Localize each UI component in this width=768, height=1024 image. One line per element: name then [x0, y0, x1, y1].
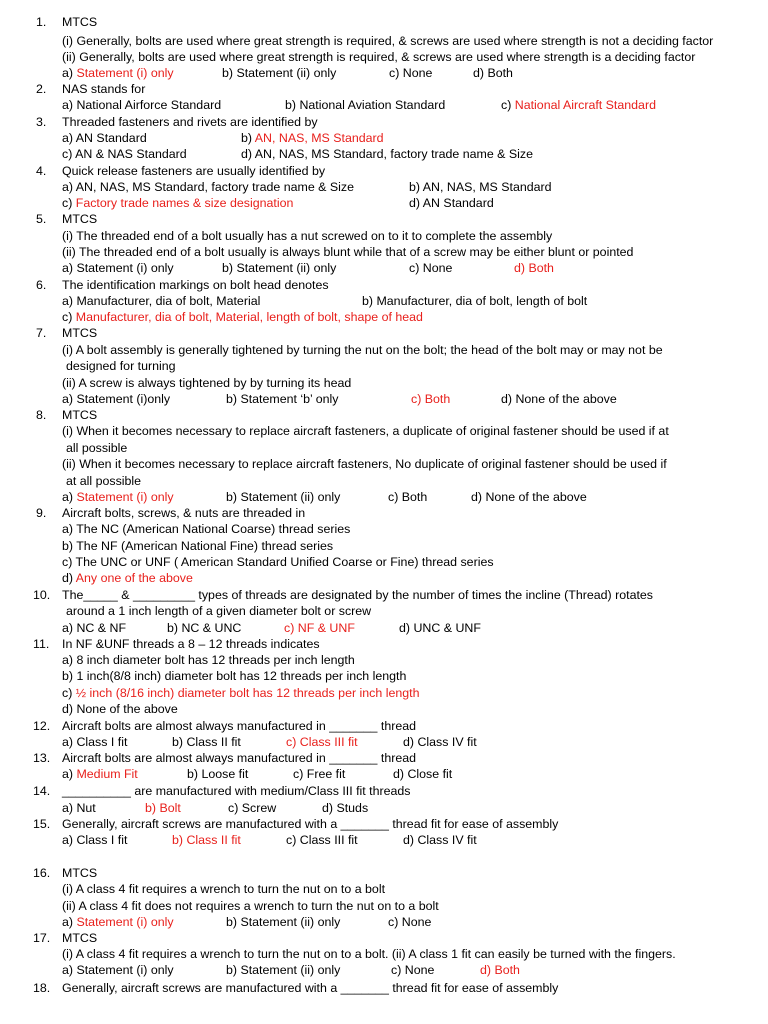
line-text: 6.: [36, 278, 47, 292]
line-text: 13.: [33, 751, 51, 765]
line-text: around a 1 inch length of a given diameter bolt or screw: [66, 604, 372, 618]
text-line: [62, 81, 145, 97]
text-line: [473, 65, 513, 81]
text-line: [388, 489, 427, 505]
line-text: (ii) A screw is always tightened by by turning its head: [62, 376, 352, 390]
text-line: [62, 881, 385, 897]
line-text: 14.: [33, 784, 51, 798]
line-text: a) NC & NF: [62, 621, 127, 635]
text-line: [411, 391, 450, 407]
answer-text: AN, NAS, MS Standard: [254, 131, 384, 145]
line-text: (ii) The threaded end of a bolt usually is always blunt while that of a screw may be either blunt or pointed: [62, 245, 634, 259]
line-text: a) Manufacturer, dia of bolt, Material: [62, 294, 261, 308]
line-text: 2.: [36, 82, 47, 96]
text-line: [36, 407, 46, 423]
line-text: d) Close fit: [393, 767, 453, 781]
answer-text: Statement (i) only: [76, 490, 174, 504]
line-text: c) The UNC or UNF ( American Standard Unified Coarse or Fine) thread series: [62, 555, 494, 569]
text-line: [62, 407, 97, 423]
text-line: [286, 832, 358, 848]
line-text: Aircraft bolts are almost always manufactured in _______ thread: [62, 751, 417, 765]
text-line: [391, 962, 434, 978]
line-text: 18.: [33, 981, 51, 995]
text-line: [66, 358, 176, 374]
text-line: [62, 375, 351, 391]
text-line: [33, 980, 50, 996]
line-text: 12.: [33, 719, 51, 733]
text-line: [62, 914, 174, 930]
text-line: [62, 293, 260, 309]
text-line: [501, 97, 656, 113]
answer-text: Statement (i) only: [76, 66, 174, 80]
text-line: [167, 620, 241, 636]
text-line: [393, 766, 452, 782]
line-text: a) AN Standard: [62, 131, 147, 145]
line-text: b) Statement (ii) only: [226, 963, 341, 977]
line-text: b) Statement (ii) only: [226, 490, 341, 504]
text-line: [62, 636, 320, 652]
text-line: [241, 146, 533, 162]
line-text: c) None: [409, 261, 453, 275]
line-text: c): [62, 686, 76, 700]
text-line: [293, 766, 345, 782]
text-line: [226, 391, 339, 407]
line-text: b) Class II fit: [172, 735, 241, 749]
line-text: (ii) When it becomes necessary to replace aircraft fasteners, No duplicate of original fastener should be used if: [62, 457, 667, 471]
line-text: b) Manufacturer, dia of bolt, length of bolt: [362, 294, 588, 308]
text-line: [62, 505, 305, 521]
text-line: [33, 783, 50, 799]
text-line: [403, 832, 477, 848]
text-line: [241, 130, 384, 146]
text-line: [62, 734, 127, 750]
text-line: [62, 114, 318, 130]
text-line: [228, 800, 276, 816]
answer-text: Medium Fit: [76, 767, 138, 781]
answer-text: Any one of the above: [75, 571, 193, 585]
line-text: d) Class IV fit: [403, 833, 477, 847]
line-text: c): [62, 196, 76, 210]
line-text: a) AN, NAS, MS Standard, factory trade name & Size: [62, 180, 354, 194]
text-line: [514, 260, 554, 276]
text-line: [62, 211, 97, 227]
line-text: 8.: [36, 408, 47, 422]
text-line: [62, 521, 350, 537]
text-line: [285, 97, 445, 113]
line-text: b) Statement (ii) only: [222, 66, 337, 80]
text-line: [62, 391, 170, 407]
line-text: a) Statement (i) only: [62, 963, 174, 977]
line-text: 9.: [36, 506, 47, 520]
line-text: 16.: [33, 866, 51, 880]
text-line: [62, 489, 174, 505]
text-line: [388, 914, 431, 930]
line-text: 1.: [36, 15, 47, 29]
line-text: d) None of the above: [62, 702, 178, 716]
line-text: d) Class IV fit: [403, 735, 477, 749]
answer-text: d) Both: [514, 261, 554, 275]
text-line: [62, 570, 193, 586]
text-line: [62, 228, 552, 244]
text-line: [409, 260, 452, 276]
text-line: [62, 179, 354, 195]
text-line: [62, 980, 558, 996]
line-text: d) None of the above: [471, 490, 587, 504]
text-line: [36, 81, 46, 97]
line-text: a) Statement (i) only: [62, 261, 174, 275]
line-text: a) Class I fit: [62, 833, 128, 847]
text-line: [33, 750, 50, 766]
text-line: [62, 244, 633, 260]
line-text: b) Statement (ii) only: [222, 261, 337, 275]
line-text: b) Statement (ii) only: [226, 915, 341, 929]
line-text: c) None: [388, 915, 432, 929]
text-line: [62, 65, 174, 81]
text-line: [226, 962, 340, 978]
text-line: [62, 277, 329, 293]
line-text: 4.: [36, 164, 47, 178]
line-text: 7.: [36, 326, 47, 340]
text-line: [62, 783, 411, 799]
text-line: [62, 962, 174, 978]
line-text: b) The NF (American National Fine) thread series: [62, 539, 334, 553]
line-text: all possible: [66, 441, 128, 455]
text-line: [62, 97, 221, 113]
text-line: [62, 766, 138, 782]
line-text: c) Free fit: [293, 767, 346, 781]
text-line: [62, 49, 695, 65]
line-text: (i) A bolt assembly is generally tightened by turning the nut on the bolt; the head of the bolt may or may not be: [62, 343, 663, 357]
text-line: [62, 33, 713, 49]
text-line: [62, 14, 97, 30]
text-line: [62, 342, 663, 358]
line-text: a): [62, 66, 77, 80]
line-text: c) None: [391, 963, 435, 977]
line-text: (i) Generally, bolts are used where great strength is required, & screws are used where strength is not a deciding factor: [62, 34, 714, 48]
text-line: [62, 130, 147, 146]
text-line: [62, 309, 423, 325]
text-line: [409, 179, 552, 195]
text-line: [66, 603, 371, 619]
line-text: MTCS: [62, 931, 98, 945]
text-line: [187, 766, 248, 782]
text-line: [172, 832, 241, 848]
answer-text: c) Class III fit: [286, 735, 358, 749]
line-text: designed for turning: [66, 359, 176, 373]
text-line: [33, 718, 50, 734]
answer-text: National Aircraft Standard: [514, 98, 656, 112]
line-text: Aircraft bolts, screws, & nuts are threaded in: [62, 506, 306, 520]
text-line: [33, 636, 49, 652]
line-text: NAS stands for: [62, 82, 146, 96]
text-line: [62, 195, 293, 211]
text-line: [62, 538, 333, 554]
text-line: [62, 701, 178, 717]
text-line: [62, 800, 96, 816]
text-line: [36, 114, 46, 130]
line-text: Quick release fasteners are usually identified by: [62, 164, 326, 178]
text-line: [62, 146, 187, 162]
line-text: a): [62, 490, 77, 504]
text-line: [222, 65, 336, 81]
answer-text: Factory trade names & size designation: [75, 196, 294, 210]
answer-text: d) Both: [480, 963, 520, 977]
text-line: [322, 800, 368, 816]
text-line: [36, 211, 46, 227]
text-line: [62, 163, 325, 179]
answer-text: Statement (i) only: [76, 915, 174, 929]
text-line: [286, 734, 358, 750]
text-line: [36, 277, 46, 293]
text-line: [226, 489, 340, 505]
line-text: 3.: [36, 115, 47, 129]
text-line: [399, 620, 481, 636]
line-text: MTCS: [62, 212, 98, 226]
text-line: [36, 163, 46, 179]
line-text: c): [62, 310, 76, 324]
text-line: [409, 195, 494, 211]
line-text: d) None of the above: [501, 392, 617, 406]
line-text: b) Loose fit: [187, 767, 249, 781]
text-line: [389, 65, 432, 81]
text-line: [62, 456, 667, 472]
line-text: 17.: [33, 931, 51, 945]
text-line: [284, 620, 355, 636]
text-line: [36, 325, 46, 341]
line-text: 10.: [33, 588, 51, 602]
text-line: [62, 946, 676, 962]
text-line: [66, 473, 141, 489]
text-line: [62, 832, 127, 848]
line-text: (i) When it becomes necessary to replace aircraft fasteners, a duplicate of original fastener should be used if at: [62, 424, 669, 438]
text-line: [62, 750, 416, 766]
line-text: Generally, aircraft screws are manufactured with a _______ thread fit for ease of assembly: [62, 981, 559, 995]
line-text: MTCS: [62, 408, 98, 422]
line-text: MTCS: [62, 866, 98, 880]
line-text: __________ are manufactured with medium/Class III fit threads: [62, 784, 411, 798]
text-line: [62, 898, 439, 914]
line-text: d) Studs: [322, 801, 369, 815]
text-line: [362, 293, 587, 309]
line-text: d): [62, 571, 76, 585]
line-text: a) Nut: [62, 801, 96, 815]
text-line: [62, 816, 558, 832]
line-text: a) Statement (i)only: [62, 392, 171, 406]
text-line: [145, 800, 181, 816]
text-line: [62, 620, 126, 636]
line-text: (i) The threaded end of a bolt usually has a nut screwed on to it to complete the assembly: [62, 229, 553, 243]
line-text: 11.: [33, 637, 50, 651]
line-text: b) 1 inch(8/8 inch) diameter bolt has 12 threads per inch length: [62, 669, 407, 683]
text-line: [226, 914, 340, 930]
text-line: [33, 587, 50, 603]
line-text: c): [501, 98, 515, 112]
text-line: [62, 865, 97, 881]
text-line: [66, 440, 127, 456]
text-line: [471, 489, 587, 505]
line-text: 5.: [36, 212, 47, 226]
text-line: [62, 554, 494, 570]
answer-text: c) Both: [411, 392, 451, 406]
line-text: Aircraft bolts are almost always manufactured in _______ thread: [62, 719, 417, 733]
text-line: [62, 325, 97, 341]
line-text: b) AN, NAS, MS Standard: [409, 180, 552, 194]
line-text: c) Class III fit: [286, 833, 358, 847]
text-line: [501, 391, 617, 407]
line-text: In NF &UNF threads a 8 – 12 threads indicates: [62, 637, 320, 651]
line-text: The identification markings on bolt head denotes: [62, 278, 329, 292]
line-text: 15.: [33, 817, 51, 831]
line-text: a) 8 inch diameter bolt has 12 threads per inch length: [62, 653, 355, 667]
line-text: Generally, aircraft screws are manufactured with a _______ thread fit for ease of assembly: [62, 817, 559, 831]
line-text: d) UNC & UNF: [399, 621, 481, 635]
text-line: [62, 587, 653, 603]
line-text: a) The NC (American National Coarse) thread series: [62, 522, 351, 536]
line-text: b) National Aviation Standard: [285, 98, 446, 112]
line-text: d) Both: [473, 66, 513, 80]
text-line: [62, 718, 416, 734]
text-line: [62, 652, 355, 668]
line-text: (ii) A class 4 fit does not requires a wrench to turn the nut on to a bolt: [62, 899, 439, 913]
text-line: [480, 962, 520, 978]
text-line: [62, 668, 406, 684]
line-text: c) Screw: [228, 801, 277, 815]
text-line: [222, 260, 336, 276]
line-text: (i) A class 4 fit requires a wrench to turn the nut on to a bolt. (ii) A class 1 fit can easily be turned with the fingers.: [62, 947, 676, 961]
text-line: [62, 423, 669, 439]
text-line: [33, 930, 50, 946]
text-line: [36, 14, 46, 30]
line-text: (ii) Generally, bolts are used where great strength is required, & screws are used where strength is a deciding factor: [62, 50, 696, 64]
line-text: d) AN Standard: [409, 196, 494, 210]
line-text: c) Both: [388, 490, 428, 504]
line-text: MTCS: [62, 15, 98, 29]
line-text: (i) A class 4 fit requires a wrench to turn the nut on to a bolt: [62, 882, 386, 896]
text-line: [62, 685, 419, 701]
line-text: a): [62, 915, 77, 929]
line-text: b) NC & UNC: [167, 621, 242, 635]
answer-text: Manufacturer, dia of bolt, Material, length of bolt, shape of head: [75, 310, 423, 324]
text-line: [403, 734, 477, 750]
line-text: b) Statement ‘b’ only: [226, 392, 339, 406]
line-text: b): [241, 131, 255, 145]
line-text: at all possible: [66, 474, 142, 488]
answer-text: c) NF & UNF: [284, 621, 355, 635]
line-text: The_____ & _________ types of threads are designated by the number of times the incline (Thread) rotates: [62, 588, 653, 602]
line-text: a): [62, 767, 77, 781]
text-line: [172, 734, 241, 750]
line-text: d) AN, NAS, MS Standard, factory trade name & Size: [241, 147, 533, 161]
text-line: [33, 816, 50, 832]
answer-text: b) Class II fit: [172, 833, 241, 847]
text-line: [62, 260, 174, 276]
line-text: c) AN & NAS Standard: [62, 147, 187, 161]
text-line: [36, 505, 46, 521]
line-text: c) None: [389, 66, 433, 80]
line-text: a) National Airforce Standard: [62, 98, 222, 112]
text-line: [62, 930, 97, 946]
answer-text: ½ inch (8/16 inch) diameter bolt has 12 threads per inch length: [75, 686, 420, 700]
line-text: MTCS: [62, 326, 98, 340]
answer-text: b) Bolt: [145, 801, 181, 815]
line-text: Threaded fasteners and rivets are identified by: [62, 115, 318, 129]
text-line: [33, 865, 50, 881]
line-text: a) Class I fit: [62, 735, 128, 749]
